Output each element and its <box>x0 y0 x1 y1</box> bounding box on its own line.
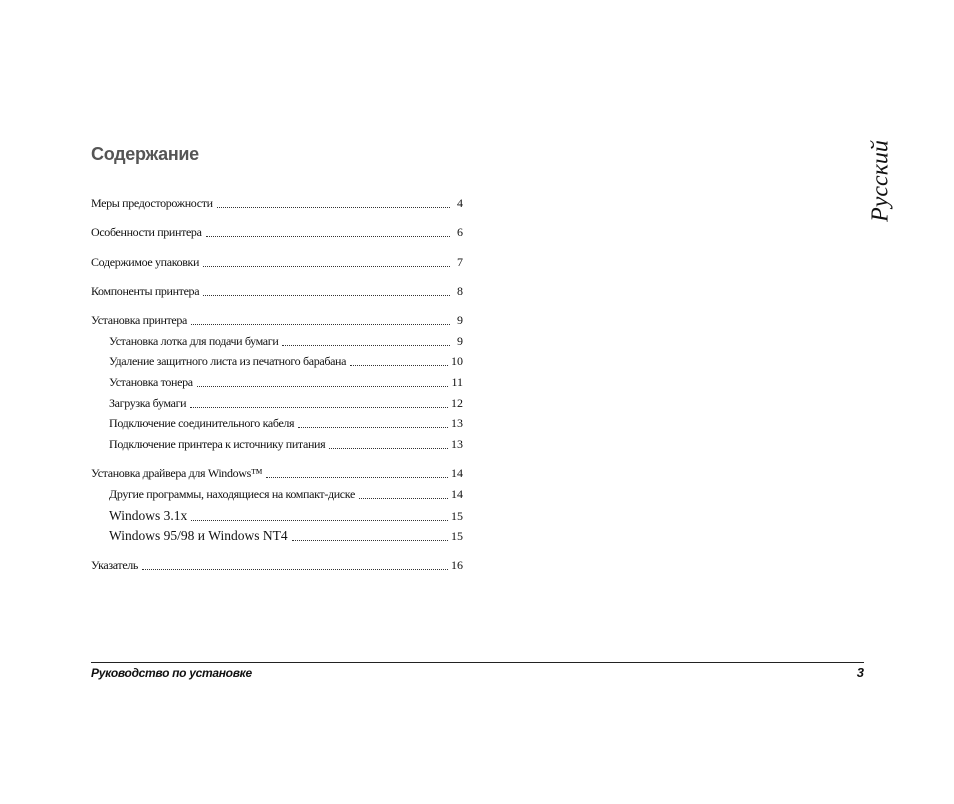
toc-leader-dots <box>350 365 448 366</box>
toc-subentry-windows-95-nt4[interactable] <box>109 526 463 544</box>
toc-entry-page: 14 <box>451 466 463 480</box>
toc-leader-dots <box>282 345 450 346</box>
toc-entry-printer-setup[interactable] <box>91 312 463 328</box>
toc-entry-index[interactable] <box>91 557 463 573</box>
toc-entry-page: 7 <box>457 255 463 269</box>
toc-entry-title: Установка драйвера для Windows™ <box>91 466 263 480</box>
toc-entry-page: 13 <box>451 416 463 430</box>
toc-leader-dots <box>359 498 448 499</box>
toc-entry-page: 9 <box>457 334 463 348</box>
toc-entry-title: Компоненты принтера <box>91 284 200 298</box>
toc-entry-title: Особенности принтера <box>91 225 202 239</box>
toc-entry-page: 16 <box>451 558 463 572</box>
toc-leader-dots <box>217 207 450 208</box>
toc-entry-page: 11 <box>451 375 463 389</box>
toc-entry-title: Установка принтера <box>91 313 188 327</box>
toc-leader-dots <box>206 236 450 237</box>
toc-entry-title: Загрузка бумаги <box>109 396 187 410</box>
toc-entry-page: 13 <box>451 437 463 451</box>
toc-entry-page: 9 <box>457 313 463 327</box>
toc-entry-page: 12 <box>451 396 463 410</box>
footer-guide-title: Руководство по установке <box>91 666 252 680</box>
toc-entry-driver-install[interactable] <box>91 465 463 481</box>
toc-subentry-paper-tray[interactable] <box>109 333 463 349</box>
toc-subentry-windows-31[interactable] <box>109 506 463 524</box>
toc-entry-page: 15 <box>451 529 463 543</box>
toc-entry-precautions[interactable] <box>91 195 463 211</box>
toc-leader-dots <box>203 295 450 296</box>
toc-entry-printer-features[interactable] <box>91 224 463 240</box>
toc-entry-page: 8 <box>457 284 463 298</box>
toc-subentry-protective-sheet[interactable] <box>109 353 463 369</box>
toc-entry-title: Установка лотка для подачи бумаги <box>109 334 279 348</box>
toc-entry-title: Содержимое упаковки <box>91 255 200 269</box>
toc-entry-title: Установка тонера <box>109 375 193 389</box>
toc-leader-dots <box>266 477 448 478</box>
toc-subentry-other-programs[interactable] <box>109 486 463 502</box>
language-side-label-text: Русский <box>867 140 894 222</box>
toc-entry-title: Меры предосторожности <box>91 196 213 210</box>
toc-entry-title: Указатель <box>91 558 139 572</box>
toc-leader-dots <box>190 407 448 408</box>
toc-entry-title: Подключение принтера к источнику питания <box>109 437 326 451</box>
toc-leader-dots <box>329 448 448 449</box>
toc-entry-title: Windows 95/98 и Windows NT4 <box>109 528 288 543</box>
toc-entry-page: 15 <box>451 509 463 523</box>
toc-entry-title: Подключение соединительного кабеля <box>109 416 295 430</box>
toc-entry-title: Удаление защитного листа из печатного барабана <box>109 354 347 368</box>
toc-leader-dots <box>197 386 449 387</box>
toc-leader-dots <box>292 540 448 541</box>
page-title: Содержание <box>91 144 199 164</box>
toc-subentry-cable[interactable] <box>109 415 463 431</box>
toc-entry-page: 6 <box>457 225 463 239</box>
footer-page-number: 3 <box>856 665 864 680</box>
toc-entry-page: 4 <box>457 196 463 210</box>
language-side-label <box>868 141 894 221</box>
toc-subentry-toner[interactable] <box>109 374 463 390</box>
toc-leader-dots <box>191 520 448 521</box>
toc-leader-dots <box>203 266 450 267</box>
toc-subentry-loading-paper[interactable] <box>109 395 463 411</box>
toc-leader-dots <box>142 569 448 570</box>
footer-rule <box>91 662 864 663</box>
toc-entry-page: 14 <box>451 487 463 501</box>
toc-entry-printer-components[interactable] <box>91 283 463 299</box>
toc-subentry-power[interactable] <box>109 436 463 452</box>
toc-entry-page: 10 <box>451 354 463 368</box>
toc-entry-title: Windows 3.1x <box>109 508 188 523</box>
toc-leader-dots <box>191 324 450 325</box>
toc-entry-package-contents[interactable] <box>91 254 463 270</box>
toc-entry-title: Другие программы, находящиеся на компакт-диске <box>109 487 355 501</box>
toc-leader-dots <box>298 427 448 428</box>
